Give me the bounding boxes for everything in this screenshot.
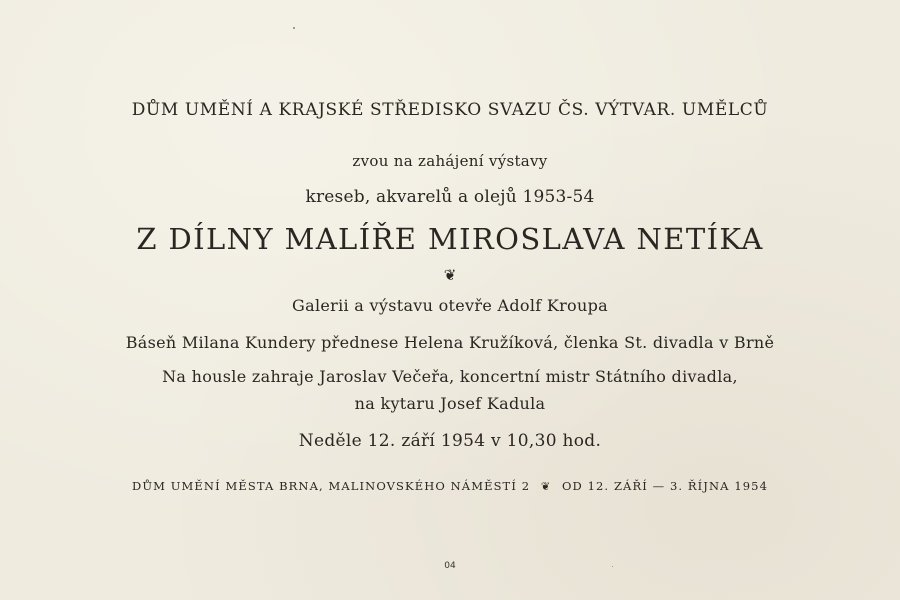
organizer-header: DŮM UMĚNÍ A KRAJSKÉ STŘEDISKO SVAZU ČS. VÝTVAR. UMĚLCŮ	[131, 100, 769, 120]
footer-dates: OD 12. ZÁŘÍ — 3. ŘÍJNA 1954	[562, 479, 768, 493]
fleuron-icon: ❦	[443, 266, 457, 284]
program-line-guitar: na kytaru Josef Kadula	[354, 394, 546, 413]
page-number: 04	[444, 561, 456, 571]
paper-speck	[293, 27, 295, 29]
footer-venue-dates	[0, 479, 900, 493]
paper-speck	[612, 566, 613, 567]
program-line-poem: Báseň Milana Kundery přednese Helena Kružíková, členka St. divadla v Brně	[125, 333, 775, 352]
fleuron-small-icon: ❦	[540, 480, 552, 493]
invitation-line: zvou na zahájení výstavy	[352, 152, 548, 170]
event-date-time: Neděle 12. září 1954 v 10,30 hod.	[298, 431, 602, 451]
program-line-violin: Na housle zahraje Jaroslav Večeřa, koncertní mistr Státního divadla,	[162, 367, 738, 386]
program-line-opening: Galerii a výstavu otevře Adolf Kroupa	[292, 296, 608, 315]
footer-venue: DŮM UMĚNÍ MĚSTA BRNA, MALINOVSKÉHO NÁMĚSTÍ 2	[132, 479, 531, 493]
exhibition-subtitle: kreseb, akvarelů a olejů 1953-54	[305, 187, 595, 207]
exhibition-title: Z DÍLNY MALÍŘE MIROSLAVA NETÍKA	[136, 222, 764, 256]
